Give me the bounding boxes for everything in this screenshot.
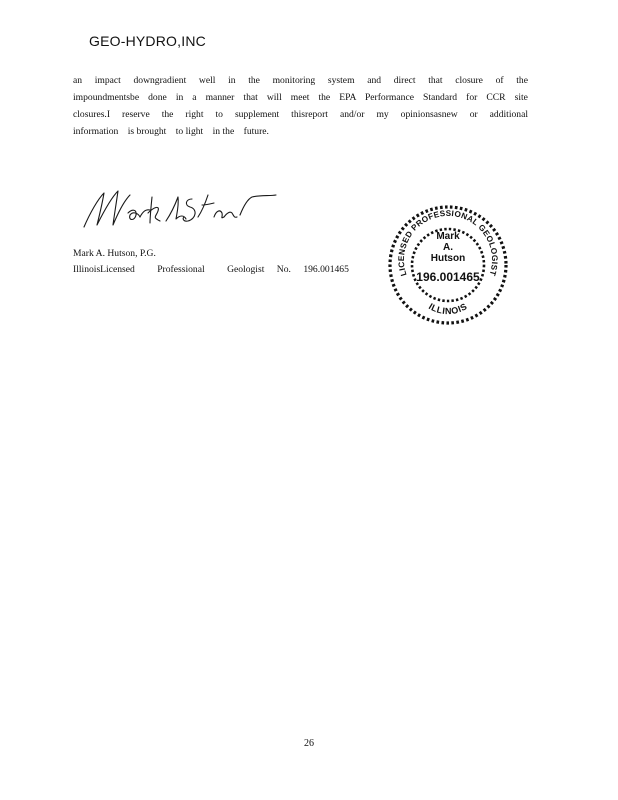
text-run: for CCR: [466, 92, 506, 103]
text-run: the EPA: [318, 92, 356, 103]
text-run: Performance: [364, 92, 414, 103]
paragraph-line: [73, 123, 528, 140]
text-run: IllinoisLicensed: [73, 264, 135, 275]
text-run: an impact: [73, 75, 121, 86]
text-run: Standard: [423, 92, 458, 103]
seal-license-number: 196.001465: [416, 270, 480, 284]
text-run: downgradient: [133, 75, 187, 86]
text-run: thisreport: [291, 109, 328, 120]
text-run: well: [198, 75, 216, 86]
handwritten-signature: [80, 183, 280, 233]
text-run: my opinionsasnew: [376, 109, 458, 120]
signer-name: Mark A. Hutson, P.G.: [73, 248, 156, 259]
seal-ring-text: LICENSED PROFESSIONAL GEOLOGIST: [396, 208, 500, 277]
text-run: in a manner: [175, 92, 235, 103]
text-run: done: [148, 92, 167, 103]
text-run: and direct: [367, 75, 416, 86]
text-run: that closure: [428, 75, 483, 86]
text-run: to supplement: [215, 109, 280, 120]
company-header: GEO-HYDRO,INC: [89, 33, 206, 49]
text-run: to light: [175, 126, 204, 137]
seal-first-name: Mark: [436, 231, 460, 242]
text-run: the right: [161, 109, 204, 120]
signature-block: [73, 246, 349, 278]
text-run: information: [73, 126, 119, 137]
paragraph-line: [73, 72, 528, 89]
seal-middle-initial: A.: [443, 242, 453, 253]
professional-geologist-seal: [386, 203, 510, 327]
text-run: No.: [276, 264, 291, 275]
text-run: Professional: [157, 264, 205, 275]
text-run: of the: [495, 75, 528, 86]
text-run: Geologist: [227, 264, 265, 275]
svg-text:ILLINOIS: [427, 301, 469, 316]
text-run: site: [514, 92, 528, 103]
paragraph-line: [73, 106, 528, 123]
text-run: 196.001465: [303, 264, 349, 275]
text-run: impoundmentsbe: [73, 92, 140, 103]
text-run: is brought: [127, 126, 167, 137]
license-line: [73, 262, 349, 278]
seal-state: ILLINOIS: [427, 301, 469, 317]
text-run: that will meet: [243, 92, 310, 103]
text-run: in the: [212, 126, 235, 137]
text-run: closures.I: [73, 109, 111, 120]
text-run: or additional: [469, 109, 529, 120]
text-run: reserve: [122, 109, 150, 120]
body-paragraph: [73, 72, 528, 140]
paragraph-line: [73, 89, 528, 106]
text-run: system: [327, 75, 355, 86]
text-run: future.: [243, 126, 269, 137]
text-run: in the monitoring: [228, 75, 316, 86]
seal-last-name: Hutson: [430, 253, 466, 264]
text-run: and/or: [339, 109, 365, 120]
page-number: 26: [304, 738, 314, 749]
